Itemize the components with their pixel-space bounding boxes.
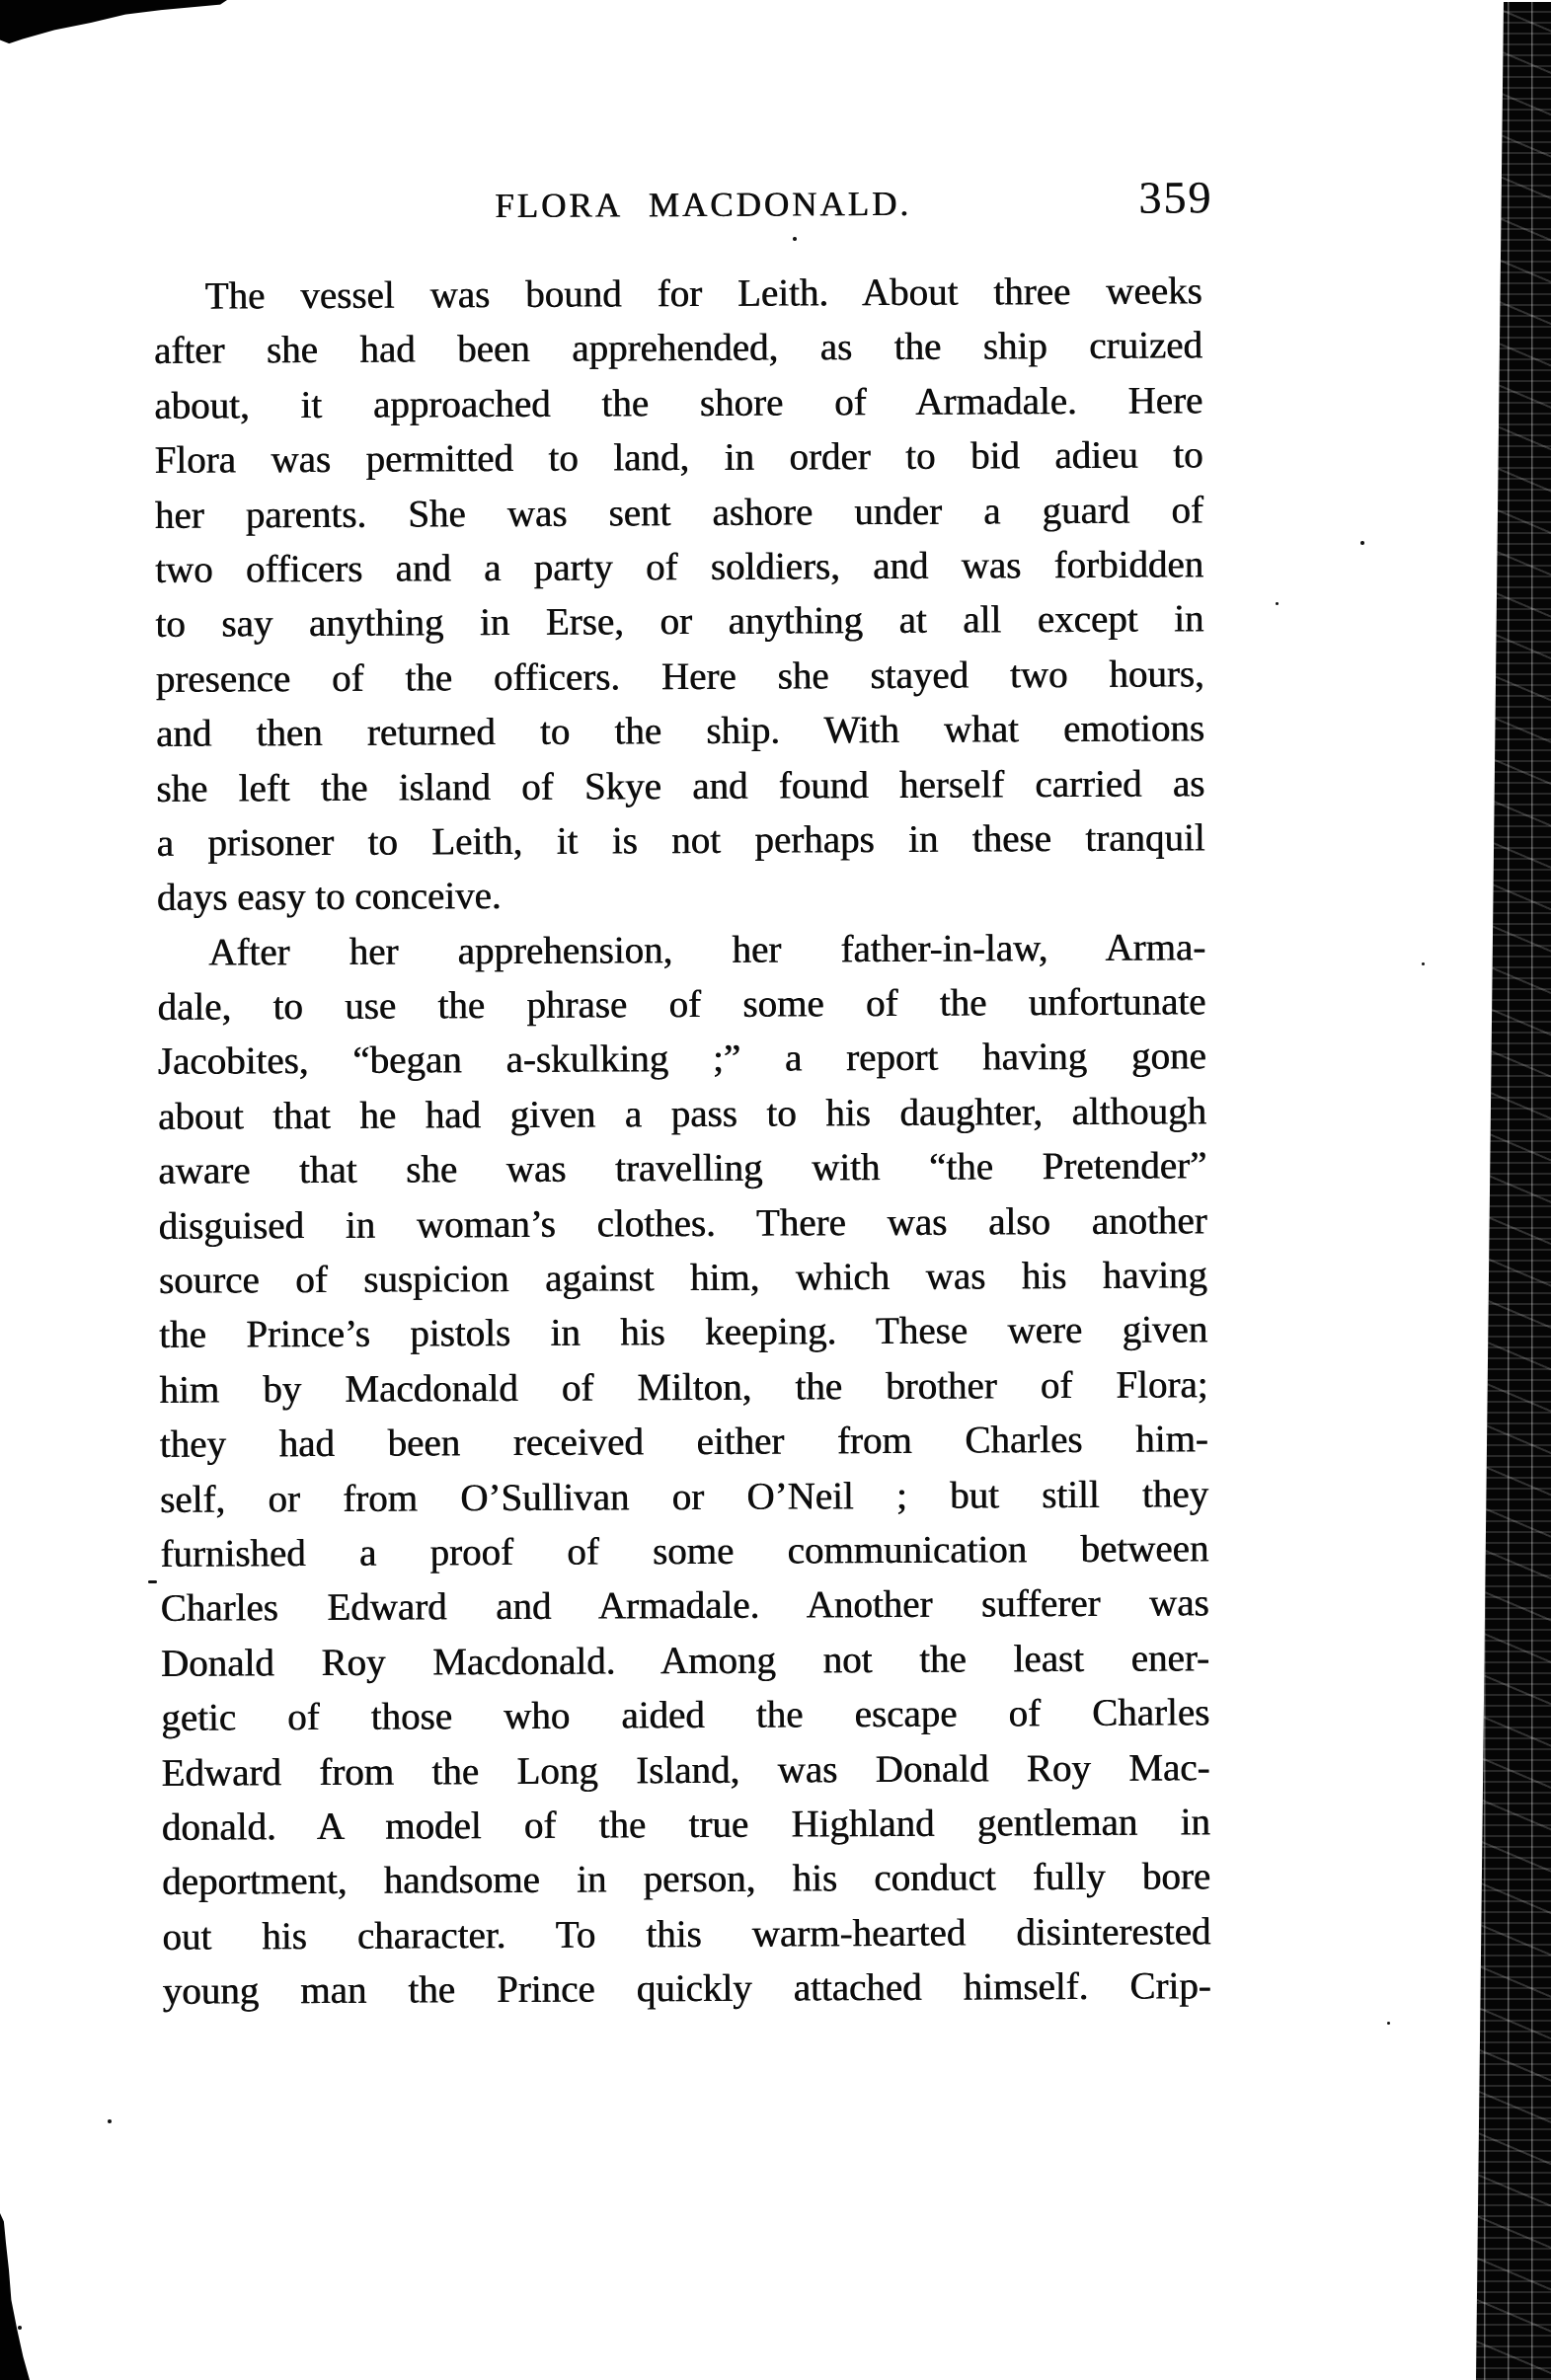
text-line: The vessel was bound for Leith. About three weeks bbox=[204, 269, 1202, 318]
text-line: the Prince’s pistols in his keeping. These were given bbox=[159, 1308, 1208, 1357]
text-line: After her apprehension, her father-in-law, Arma- bbox=[208, 925, 1206, 974]
text-line: aware that she was travelling with “the Pretender” bbox=[158, 1144, 1207, 1193]
ink-speck bbox=[1276, 602, 1279, 605]
text-line: deportment, handsome in person, his conduct fully bore bbox=[162, 1855, 1211, 1904]
running-head bbox=[0, 0, 1547, 261]
text-line: Jacobites, “began a-skulking ;” a report having gone bbox=[157, 1035, 1206, 1084]
text-line: getic of those who aided the escape of Charles bbox=[161, 1691, 1210, 1739]
text-line: Edward from the Long Island, was Donald Roy Mac- bbox=[161, 1745, 1210, 1795]
text-line: him by Macdonald of Milton, the brother of Flora; bbox=[159, 1363, 1208, 1412]
text-line: Donald Roy Macdonald. Among not the least ener- bbox=[160, 1637, 1210, 1685]
text-line: dale, to use the phrase of some of the unfortunate bbox=[157, 980, 1206, 1029]
text-line: and then returned to the ship. With what emotions bbox=[156, 707, 1205, 755]
text-line: after she had been apprehended, as the ship cruized bbox=[153, 324, 1203, 373]
page-number: 359 bbox=[1138, 172, 1213, 223]
text-line: they had been received either from Charles him- bbox=[159, 1418, 1208, 1467]
ink-speck bbox=[1422, 962, 1425, 965]
running-header-title: FLORA MACDONALD. bbox=[495, 184, 912, 226]
text-line: a prisoner to Leith, it is not perhaps in these tranquil bbox=[156, 816, 1205, 865]
text-line: young man the Prince quickly attached himself. Crip- bbox=[162, 1964, 1211, 2013]
ink-speck bbox=[1360, 541, 1364, 545]
ink-speck bbox=[18, 2326, 22, 2330]
text-line: out his character. To this warm-hearted disinterested bbox=[162, 1909, 1211, 1958]
text-line: days easy to conceive. bbox=[156, 875, 502, 920]
ink-speck bbox=[1387, 2022, 1390, 2025]
text-line: about that he had given a pass to his daughter, although bbox=[158, 1090, 1207, 1138]
text-line: furnished a proof of some communication between bbox=[160, 1527, 1209, 1575]
text-line: her parents. She was sent ashore under a guard of bbox=[154, 488, 1204, 537]
text-line: self, or from O’Sullivan or O’Neil ; but still they bbox=[160, 1472, 1209, 1521]
ink-speck bbox=[148, 1580, 157, 1583]
text-line: Flora was permitted to land, in order to bid adieu to bbox=[154, 433, 1203, 483]
text-line: disguised in woman’s clothes. There was also another bbox=[158, 1198, 1207, 1248]
text-line: source of suspicion against him, which was his having bbox=[158, 1254, 1208, 1302]
body-text-block bbox=[154, 264, 1211, 2019]
text-line: she left the island of Skye and found herself carried as bbox=[156, 761, 1205, 810]
ink-speck bbox=[108, 2119, 112, 2123]
text-line: Charles Edward and Armadale. Another sufferer was bbox=[160, 1581, 1209, 1631]
text-line: to say anything in Erse, or anything at all except in bbox=[155, 597, 1204, 647]
text-line: donald. A model of the true Highland gentleman in bbox=[161, 1801, 1211, 1849]
text-line: two officers and a party of soldiers, and was forbidden bbox=[155, 543, 1204, 591]
text-line: presence of the officers. Here she stayed two hours, bbox=[155, 653, 1204, 701]
ink-speck bbox=[793, 237, 797, 241]
text-line: about, it approached the shore of Armadale. Here bbox=[154, 379, 1203, 427]
